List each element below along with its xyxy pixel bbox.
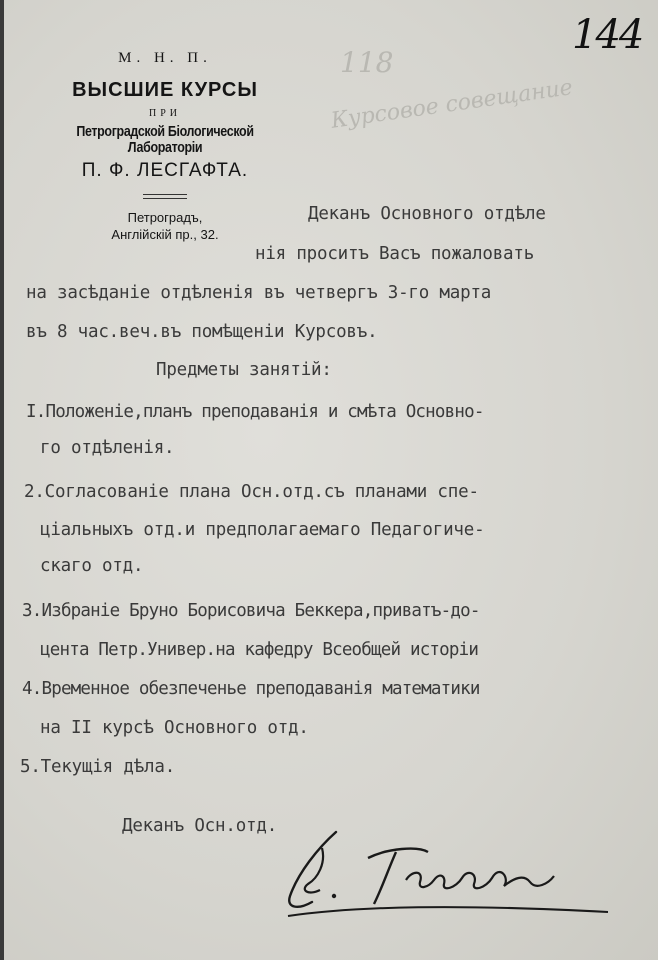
handwritten-signature (278, 818, 618, 928)
stamp-line-2: Курсовое совещание (329, 75, 575, 134)
agenda-item-2b: ціальныхъ отд.и предполагаемаго Педагогиче- (40, 520, 485, 540)
letterhead-divider (143, 194, 187, 199)
institution-pri: ПРИ (148, 108, 181, 119)
scan-edge (0, 0, 4, 960)
body-line-3: на засѣданіе отдѣленія въ четвергъ 3-го марта (26, 283, 492, 303)
registration-number: 144 (572, 12, 643, 58)
agenda-item-1b: го отдѣленія. (40, 438, 175, 458)
ministry-abbr: М. Н. П. (118, 50, 212, 66)
agenda-heading: Предметы занятій: (156, 360, 332, 380)
agenda-item-4b: на II курсѣ Основного отд. (40, 718, 309, 738)
agenda-item-2a: 2.Согласованіе плана Осн.отд.съ планами спе- (24, 482, 479, 502)
stamp-line-1: 118 (340, 46, 394, 79)
agenda-item-2c: скаго отд. (40, 556, 144, 576)
body-line-2: нія проситъ Васъ пожаловать (255, 244, 535, 264)
letterhead (20, 50, 310, 243)
closing-title: Деканъ Осн.отд. (122, 816, 278, 836)
body-line-1: Деканъ Основного отдѣле (308, 204, 546, 224)
body-line-4: въ 8 час.веч.въ помѣщеніи Курсовъ. (26, 322, 378, 342)
agenda-item-4a: 4.Временное обезпеченье преподаванія математики (22, 679, 480, 699)
lesgaft-name: П. Ф. ЛЕСГАФТА. (81, 160, 249, 181)
agenda-item-5: 5.Текущія дѣла. (20, 757, 176, 777)
institution-title: ВЫСШИЕ КУРСЫ (72, 79, 258, 101)
agenda-item-1a: I.Положеніе,планъ преподаванія и смѣта Основно- (26, 402, 484, 422)
address-city: Петроградъ, (127, 210, 203, 225)
address-block (20, 209, 310, 243)
agenda-item-3a: 3.Избраніе Бруно Борисовича Беккера,приватъ-до- (22, 601, 480, 621)
address-street: Англійскій пр., 32. (111, 227, 219, 242)
laboratory-name: Петроградской Біологической Лабораторіи (76, 124, 254, 156)
signature-text: К. Гахтарев (398, 888, 405, 889)
agenda-item-3b: цента Петр.Универ.на кафедру Всеобщей исторіи (40, 640, 479, 660)
